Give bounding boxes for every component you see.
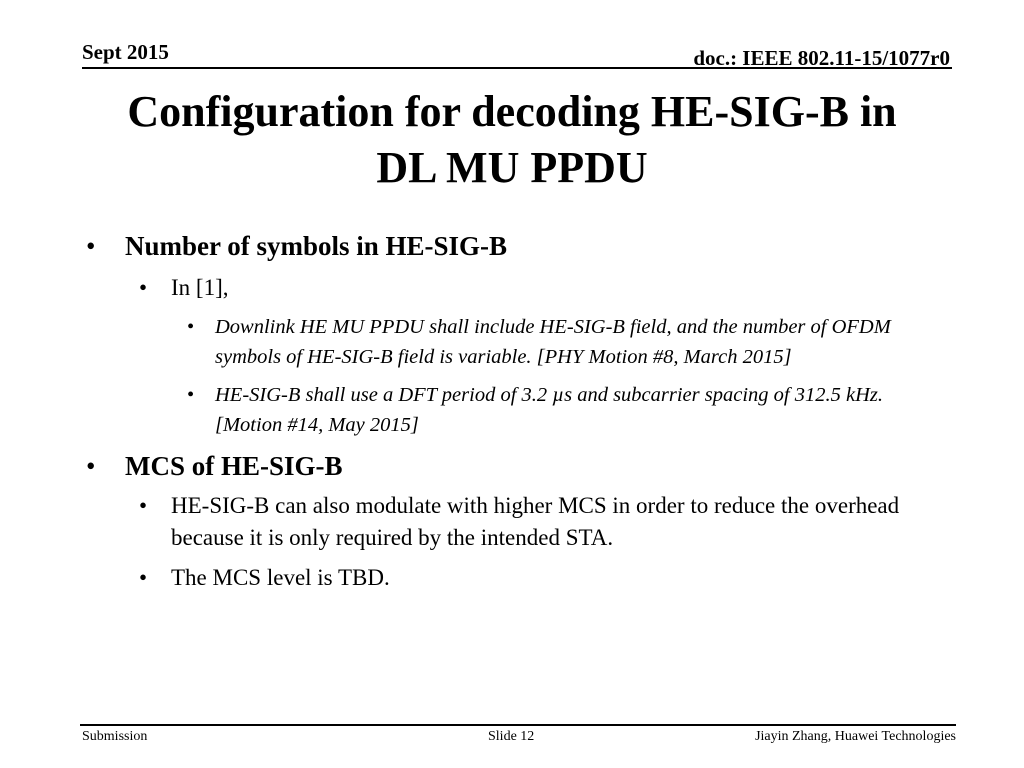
bullet-text: In [1], (171, 275, 229, 300)
bullet-marker: • (187, 384, 195, 406)
slide-title-line-1: Configuration for decoding HE-SIG-B in (127, 87, 897, 136)
bullet-marker: • (187, 316, 195, 338)
bullet-marker: • (86, 231, 96, 261)
sub-bullet-mcs-tbd (0, 562, 1024, 594)
bullet-text: Downlink HE MU PPDU shall include HE-SIG-B field, and the number of OFDM symbols of HE-SIG-B field is variable. [PHY Motion #8, March 2015] (215, 316, 891, 368)
bullet-text: HE-SIG-B shall use a DFT period of 3.2 µs and subcarrier spacing of 312.5 kHz. [Motion #14, May 2015] (215, 384, 883, 436)
bullet-text: The MCS level is TBD. (171, 565, 390, 590)
slide-title-line-2: DL MU PPDU (376, 143, 648, 192)
bullet-text: MCS of HE-SIG-B (125, 451, 343, 481)
bullet-mcs (0, 448, 1024, 484)
bullet-marker: • (139, 493, 148, 518)
bullet-number-of-symbols (0, 228, 1024, 264)
slide-number: Slide 12 (488, 729, 535, 744)
sub-bullet-higher-mcs (0, 490, 1024, 554)
sub-bullet-in-ref (0, 272, 1024, 304)
header-divider (82, 67, 952, 69)
bullet-marker: • (139, 275, 148, 300)
slide-title (60, 84, 964, 196)
bullet-marker: • (86, 451, 96, 481)
sub-sub-bullet-phy-motion (0, 312, 1024, 372)
footer-author: Jiayin Zhang, Huawei Technologies (755, 729, 956, 744)
bullet-marker: • (139, 565, 148, 590)
footer-divider (80, 724, 956, 726)
slide-content (0, 228, 1024, 594)
sub-sub-bullet-dft-period (0, 380, 1024, 440)
bullet-text: HE-SIG-B can also modulate with higher MCS in order to reduce the overhead because it is only required by the intended STA. (171, 493, 900, 550)
document-id: doc.: IEEE 802.11-15/1077r0 (693, 46, 950, 70)
footer-submission: Submission (82, 729, 148, 744)
header-date: Sept 2015 (82, 40, 169, 64)
bullet-text: Number of symbols in HE-SIG-B (125, 231, 508, 261)
